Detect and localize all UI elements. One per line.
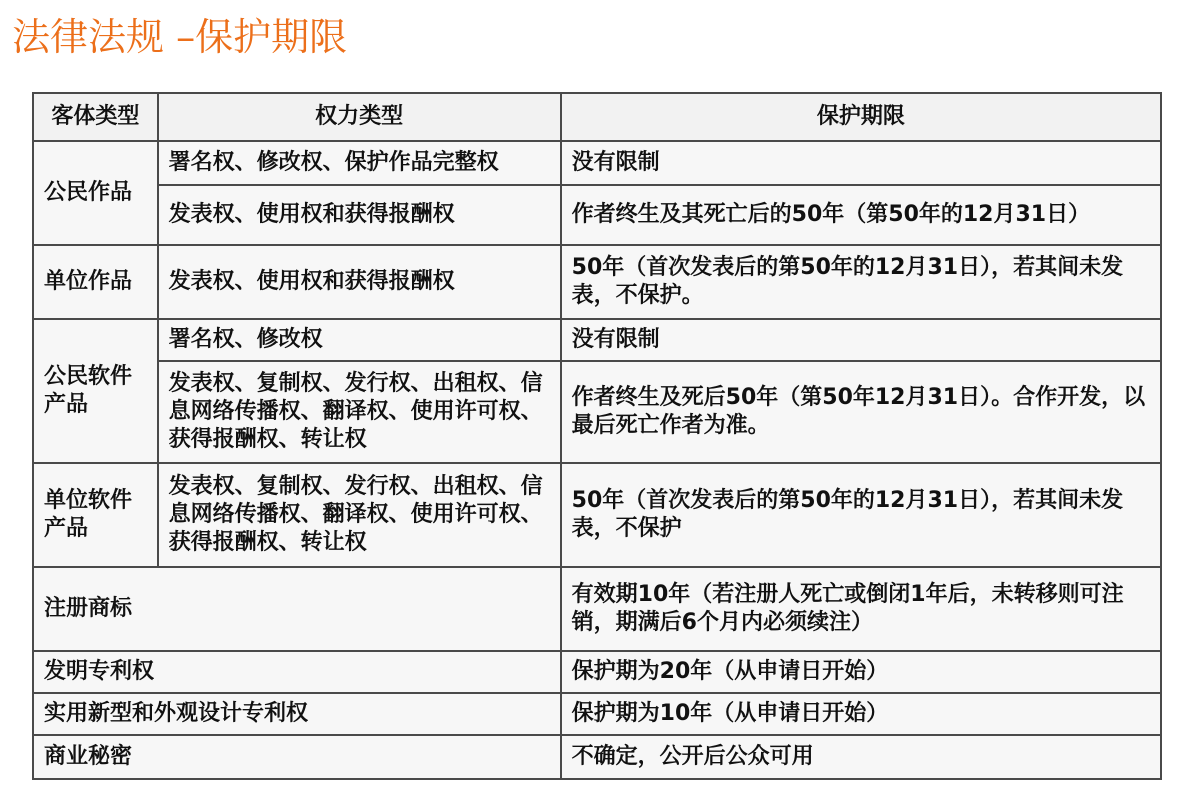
object-type-cell: 单位作品 (33, 245, 158, 319)
protection-term-cell: 保护期为10年（从申请日开始） (561, 693, 1161, 735)
object-type-cell: 发明专利权 (33, 651, 561, 693)
object-type-cell: 公民作品 (33, 141, 158, 245)
right-type-cell: 发表权、使用权和获得报酬权 (158, 185, 561, 245)
protection-term-cell: 没有限制 (561, 141, 1161, 185)
protection-period-table (32, 92, 1162, 780)
right-type-cell: 署名权、修改权 (158, 319, 561, 361)
table-row (33, 463, 1161, 567)
object-type-cell: 实用新型和外观设计专利权 (33, 693, 561, 735)
header-object-type: 客体类型 (33, 93, 158, 141)
table-row (33, 319, 1161, 361)
right-type-cell: 发表权、复制权、发行权、出租权、信息网络传播权、翻译权、使用许可权、获得报酬权、转让权 (158, 361, 561, 463)
page-title: 法律法规 –保护期限 (12, 15, 348, 59)
right-type-cell: 发表权、复制权、发行权、出租权、信息网络传播权、翻译权、使用许可权、获得报酬权、转让权 (158, 463, 561, 567)
object-type-cell: 商业秘密 (33, 735, 561, 779)
table-row (33, 693, 1161, 735)
table-row (33, 735, 1161, 779)
table-row (33, 361, 1161, 463)
object-type-cell: 注册商标 (33, 567, 561, 651)
protection-term-cell: 作者终生及死后50年（第50年12月31日）。合作开发，以最后死亡作者为准。 (561, 361, 1161, 463)
protection-term-cell: 作者终生及其死亡后的50年（第50年的12月31日） (561, 185, 1161, 245)
protection-term-cell: 不确定，公开后公众可用 (561, 735, 1161, 779)
protection-term-cell: 50年（首次发表后的第50年的12月31日），若其间未发表，不保护。 (561, 245, 1161, 319)
table-row (33, 245, 1161, 319)
header-right-type: 权力类型 (158, 93, 561, 141)
table-row (33, 141, 1161, 185)
object-type-cell: 公民软件产品 (33, 319, 158, 463)
protection-term-cell: 50年（首次发表后的第50年的12月31日），若其间未发表，不保护 (561, 463, 1161, 567)
protection-term-cell: 没有限制 (561, 319, 1161, 361)
table-row (33, 185, 1161, 245)
right-type-cell: 署名权、修改权、保护作品完整权 (158, 141, 561, 185)
protection-term-cell: 有效期10年（若注册人死亡或倒闭1年后，未转移则可注销，期满后6个月内必须续注） (561, 567, 1161, 651)
right-type-cell: 发表权、使用权和获得报酬权 (158, 245, 561, 319)
table-row (33, 567, 1161, 651)
object-type-cell: 单位软件产品 (33, 463, 158, 567)
table-header-row (33, 93, 1161, 141)
header-protection-term: 保护期限 (561, 93, 1161, 141)
protection-term-cell: 保护期为20年（从申请日开始） (561, 651, 1161, 693)
table-row (33, 651, 1161, 693)
